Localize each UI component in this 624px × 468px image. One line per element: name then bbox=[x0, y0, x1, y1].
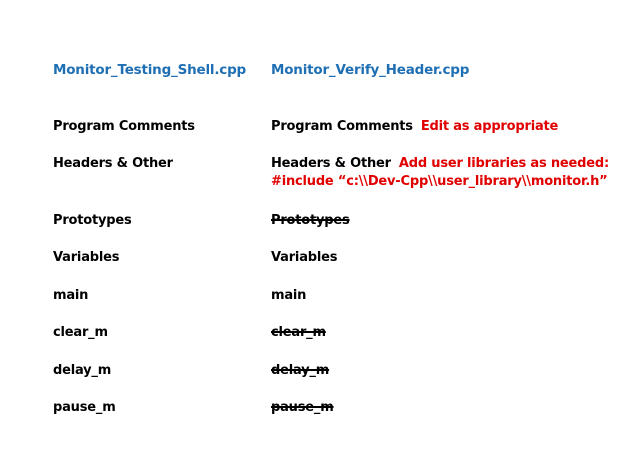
right-item-prototypes: Prototypes bbox=[271, 213, 350, 228]
right-item-clear-m: clear_m bbox=[271, 325, 326, 340]
left-item-variables: Variables bbox=[53, 250, 120, 265]
right-item-variables: Variables bbox=[271, 250, 338, 265]
left-item-clear-m: clear_m bbox=[53, 325, 108, 340]
right-item-program-comments: Program Comments bbox=[271, 119, 413, 134]
left-item-pause-m: pause_m bbox=[53, 400, 116, 415]
right-row-headers-other bbox=[271, 155, 609, 191]
right-item-pause-m: pause_m bbox=[271, 400, 334, 415]
right-item-headers-other: Headers & Other bbox=[271, 156, 391, 171]
right-row-program-comments bbox=[271, 118, 558, 136]
right-item-delay-m: delay_m bbox=[271, 363, 330, 378]
user-library-note: Add user libraries as needed: bbox=[398, 156, 609, 171]
right-file-title: Monitor_Verify_Header.cpp bbox=[271, 62, 470, 78]
right-item-main: main bbox=[271, 288, 307, 303]
left-item-prototypes: Prototypes bbox=[53, 213, 132, 228]
left-item-program-comments: Program Comments bbox=[53, 119, 195, 134]
edit-note: Edit as appropriate bbox=[420, 119, 559, 134]
left-item-headers-other: Headers & Other bbox=[53, 156, 173, 171]
include-directive: #include “c:\\Dev-Cpp\\user_library\\monitor.h” bbox=[271, 174, 608, 189]
left-item-delay-m: delay_m bbox=[53, 363, 112, 378]
left-item-main: main bbox=[53, 288, 89, 303]
left-file-title: Monitor_Testing_Shell.cpp bbox=[53, 62, 246, 78]
